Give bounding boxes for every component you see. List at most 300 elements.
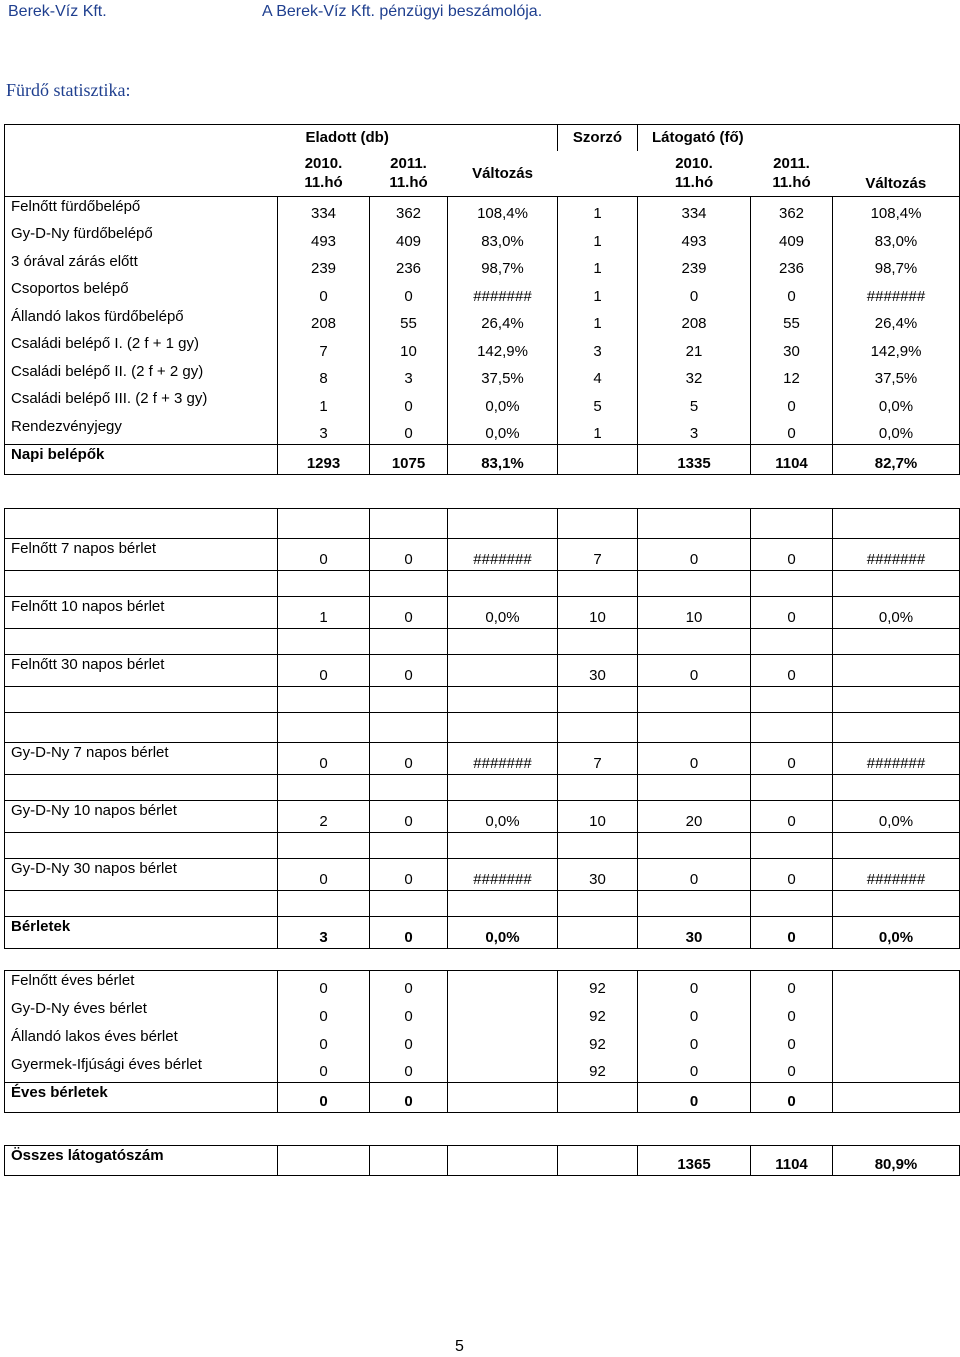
empty-cell (558, 775, 638, 801)
spacer-row (5, 629, 960, 655)
grand-total-row (5, 1146, 960, 1176)
empty-cell (833, 687, 960, 713)
row-value: 0 (370, 971, 448, 999)
row-value: 0 (370, 999, 448, 1027)
row-value: 0 (638, 1055, 751, 1083)
row-value: 0 (370, 417, 448, 445)
row-value: 142,9% (448, 334, 558, 362)
row-value: 0,0% (833, 597, 960, 629)
row-label: Családi belépő II. (2 f + 2 gy) (5, 362, 278, 390)
row-value: ####### (833, 743, 960, 775)
row-label: Rendezvényjegy (5, 417, 278, 445)
row-value: 493 (278, 224, 370, 252)
row-value: 334 (638, 197, 751, 225)
row-value: 83,1% (448, 444, 558, 474)
row-value: 0 (751, 743, 833, 775)
row-value: 0 (370, 1055, 448, 1083)
empty-cell (278, 891, 370, 917)
row-value: 8 (278, 362, 370, 390)
row-value: 0 (278, 655, 370, 687)
row-value (448, 1027, 558, 1055)
entry-row (5, 334, 960, 362)
row-value: 108,4% (833, 197, 960, 225)
empty-cell (751, 775, 833, 801)
row-value: 0 (638, 1083, 751, 1113)
empty-cell (833, 833, 960, 859)
row-value: 0 (278, 279, 370, 307)
row-value: 32 (638, 362, 751, 390)
row-value: 5 (638, 389, 751, 417)
header-visitors-2011: 2011. 11.hó (772, 155, 811, 192)
row-value: 3 (278, 417, 370, 445)
header-sold: Eladott (db) (278, 125, 558, 151)
passes-table (4, 508, 960, 949)
header-empty-cell (5, 151, 278, 197)
entry-row (5, 252, 960, 280)
row-value: 82,7% (833, 444, 960, 474)
empty-cell (448, 775, 558, 801)
empty-cell (751, 571, 833, 597)
header-visitors-change: Változás (833, 151, 960, 197)
row-value: 0 (751, 859, 833, 891)
entry-row (5, 307, 960, 335)
empty-cell (833, 629, 960, 655)
page-number: 5 (455, 1338, 464, 1355)
row-label: Felnőtt fürdőbelépő (5, 197, 278, 225)
row-value: 0 (278, 859, 370, 891)
row-label: Összes látogatószám (5, 1146, 278, 1176)
row-value: 0 (638, 539, 751, 571)
row-value: 0 (751, 539, 833, 571)
row-value: 12 (751, 362, 833, 390)
empty-cell (558, 713, 638, 743)
header-sold-2011: 2011. 11.hó (389, 155, 428, 192)
pass-row (5, 801, 960, 833)
row-value: ####### (833, 539, 960, 571)
row-value: 0 (278, 971, 370, 999)
empty-cell (5, 775, 278, 801)
row-value (278, 1146, 370, 1176)
empty-cell (278, 833, 370, 859)
entry-row (5, 224, 960, 252)
row-value: 108,4% (448, 197, 558, 225)
row-value: 0 (638, 999, 751, 1027)
spacer-row (5, 713, 960, 743)
empty-cell (638, 775, 751, 801)
entry-row (5, 362, 960, 390)
row-label: Gy-D-Ny 7 napos bérlet (5, 743, 278, 775)
row-label: Felnőtt éves bérlet (5, 971, 278, 999)
empty-cell (278, 713, 370, 743)
empty-cell (370, 571, 448, 597)
empty-cell (833, 509, 960, 539)
row-value: 80,9% (833, 1146, 960, 1176)
row-value: 1 (278, 597, 370, 629)
row-value (558, 1146, 638, 1176)
row-value: 0 (278, 743, 370, 775)
row-value: 55 (751, 307, 833, 335)
empty-cell (278, 571, 370, 597)
empty-cell (5, 833, 278, 859)
empty-cell (5, 687, 278, 713)
row-value: 30 (558, 859, 638, 891)
pass-row (5, 655, 960, 687)
row-value (833, 971, 960, 999)
row-value: 0 (370, 597, 448, 629)
row-value: 0 (751, 1055, 833, 1083)
pass-row (5, 597, 960, 629)
row-value (448, 655, 558, 687)
row-value: 7 (558, 539, 638, 571)
empty-cell (558, 571, 638, 597)
row-value: 0 (370, 539, 448, 571)
row-value: 0 (278, 1055, 370, 1083)
row-value: 0 (370, 389, 448, 417)
row-value: 0,0% (833, 801, 960, 833)
row-value: 1104 (751, 444, 833, 474)
row-value: 92 (558, 971, 638, 999)
row-value: 1 (278, 389, 370, 417)
header-sold-change: Változás (472, 164, 533, 182)
row-value: 0 (638, 971, 751, 999)
empty-cell (638, 891, 751, 917)
annual-passes-table (4, 970, 960, 1113)
empty-cell (751, 687, 833, 713)
row-label: Gy-D-Ny fürdőbelépő (5, 224, 278, 252)
pass-row (5, 539, 960, 571)
empty-cell (751, 833, 833, 859)
row-value: 10 (638, 597, 751, 629)
row-value: 239 (638, 252, 751, 280)
row-value: 92 (558, 999, 638, 1027)
row-value: 92 (558, 1055, 638, 1083)
row-value: 21 (638, 334, 751, 362)
header-sold-2010: 2010. 11.hó (304, 155, 343, 192)
row-value: 0 (278, 999, 370, 1027)
spacer-row (5, 833, 960, 859)
row-value (833, 1083, 960, 1113)
row-value: 236 (751, 252, 833, 280)
empty-cell (5, 891, 278, 917)
row-value: 0,0% (448, 389, 558, 417)
header-report-title: A Berek-Víz Kft. pénzügyi beszámolója. (262, 3, 543, 20)
row-value (558, 444, 638, 474)
row-value: 1075 (370, 444, 448, 474)
row-value: 409 (370, 224, 448, 252)
annual-pass-row (5, 999, 960, 1027)
row-label: Bérletek (5, 917, 278, 949)
empty-cell (448, 833, 558, 859)
entry-row (5, 279, 960, 307)
entry-row (5, 197, 960, 225)
row-value: 1 (558, 279, 638, 307)
row-value: ####### (833, 279, 960, 307)
row-value: ####### (833, 859, 960, 891)
header-row-groups (5, 125, 960, 151)
empty-cell (370, 629, 448, 655)
row-value: 0 (638, 655, 751, 687)
row-value: 0,0% (448, 917, 558, 949)
row-value: 0,0% (448, 417, 558, 445)
empty-cell (751, 629, 833, 655)
row-value: 26,4% (448, 307, 558, 335)
row-value: 0 (370, 655, 448, 687)
row-value: 0 (751, 655, 833, 687)
annual-pass-row (5, 1027, 960, 1055)
header-row-years (5, 151, 960, 197)
row-value: 362 (751, 197, 833, 225)
passes-total-row (5, 917, 960, 949)
row-value: ####### (448, 279, 558, 307)
row-value (448, 1146, 558, 1176)
row-value (448, 1083, 558, 1113)
row-value: 30 (638, 917, 751, 949)
entry-row (5, 389, 960, 417)
row-value: 1104 (751, 1146, 833, 1176)
row-value: 98,7% (833, 252, 960, 280)
empty-cell (558, 891, 638, 917)
empty-cell (448, 509, 558, 539)
empty-cell (833, 775, 960, 801)
row-value: 208 (278, 307, 370, 335)
row-value: 239 (278, 252, 370, 280)
empty-cell (370, 687, 448, 713)
row-value: 3 (638, 417, 751, 445)
row-value: 1 (558, 307, 638, 335)
bath-statistics-table (4, 124, 960, 475)
empty-cell (370, 891, 448, 917)
row-value: 0 (751, 971, 833, 999)
empty-cell (448, 713, 558, 743)
empty-cell (751, 509, 833, 539)
row-value (833, 655, 960, 687)
row-value: 0 (370, 917, 448, 949)
empty-cell (278, 629, 370, 655)
row-label: Felnőtt 7 napos bérlet (5, 539, 278, 571)
row-value: 83,0% (833, 224, 960, 252)
row-value: 1 (558, 417, 638, 445)
row-label: Gy-D-Ny éves bérlet (5, 999, 278, 1027)
row-value: 7 (558, 743, 638, 775)
spacer-row (5, 571, 960, 597)
empty-cell (751, 713, 833, 743)
empty-cell (638, 833, 751, 859)
row-value: 1293 (278, 444, 370, 474)
header-multiplier-empty (558, 151, 638, 197)
row-value: 10 (558, 801, 638, 833)
row-value: 20 (638, 801, 751, 833)
empty-cell (638, 509, 751, 539)
empty-cell (278, 687, 370, 713)
row-value: 10 (370, 334, 448, 362)
empty-cell (638, 571, 751, 597)
row-value: 3 (278, 917, 370, 949)
row-value: 0,0% (833, 389, 960, 417)
spacer-row (5, 775, 960, 801)
row-value: 0 (370, 279, 448, 307)
total-visitors-table (4, 1145, 960, 1176)
row-value: 0 (638, 279, 751, 307)
empty-cell (278, 509, 370, 539)
row-value (833, 1027, 960, 1055)
empty-cell (833, 571, 960, 597)
row-label: Állandó lakos fürdőbelépő (5, 307, 278, 335)
row-value: 493 (638, 224, 751, 252)
row-value: 55 (370, 307, 448, 335)
row-value: 0 (370, 1027, 448, 1055)
empty-cell (558, 687, 638, 713)
row-label: Csoportos belépő (5, 279, 278, 307)
empty-cell (558, 833, 638, 859)
row-value: 3 (558, 334, 638, 362)
row-label: Napi belépők (5, 444, 278, 474)
row-value: 1335 (638, 444, 751, 474)
empty-cell (5, 571, 278, 597)
row-value: 5 (558, 389, 638, 417)
pass-row (5, 859, 960, 891)
row-value: 0 (751, 801, 833, 833)
empty-cell (638, 713, 751, 743)
empty-cell (751, 891, 833, 917)
header-visitors: Látogató (fő) (638, 125, 960, 151)
row-value: 37,5% (833, 362, 960, 390)
row-value: 0 (370, 743, 448, 775)
row-value: 0 (751, 389, 833, 417)
row-value: 0 (278, 1027, 370, 1055)
annual-total-row (5, 1083, 960, 1113)
row-label: Állandó lakos éves bérlet (5, 1027, 278, 1055)
row-label: Gy-D-Ny 10 napos bérlet (5, 801, 278, 833)
row-label: Családi belépő I. (2 f + 1 gy) (5, 334, 278, 362)
spacer-row (5, 891, 960, 917)
row-value: ####### (448, 859, 558, 891)
empty-cell (370, 509, 448, 539)
row-value (448, 999, 558, 1027)
empty-cell (278, 775, 370, 801)
header-company: Berek-Víz Kft. (8, 3, 107, 20)
row-value: 362 (370, 197, 448, 225)
daily-total-row (5, 444, 960, 474)
empty-cell (558, 509, 638, 539)
section-title: Fürdő statisztika: (6, 80, 131, 100)
row-value: 0 (751, 999, 833, 1027)
row-value (833, 1055, 960, 1083)
row-value: 409 (751, 224, 833, 252)
row-value: 26,4% (833, 307, 960, 335)
row-value: 37,5% (448, 362, 558, 390)
row-value: ####### (448, 743, 558, 775)
header-empty-cell (5, 125, 278, 151)
row-value: 10 (558, 597, 638, 629)
row-value: 3 (370, 362, 448, 390)
row-value: 0 (370, 1083, 448, 1113)
row-value: 334 (278, 197, 370, 225)
row-value: 2 (278, 801, 370, 833)
row-value: 0 (751, 1027, 833, 1055)
row-value: 0 (370, 859, 448, 891)
row-label: Gyermek-Ifjúsági éves bérlet (5, 1055, 278, 1083)
row-value (558, 917, 638, 949)
empty-cell (833, 891, 960, 917)
empty-cell (833, 713, 960, 743)
row-value: 142,9% (833, 334, 960, 362)
row-value: 1365 (638, 1146, 751, 1176)
row-value: 30 (558, 655, 638, 687)
row-value: 0 (638, 1027, 751, 1055)
empty-cell (448, 891, 558, 917)
annual-pass-row (5, 971, 960, 999)
row-value: 0 (638, 859, 751, 891)
row-label: Éves bérletek (5, 1083, 278, 1113)
row-value: 98,7% (448, 252, 558, 280)
row-value: 1 (558, 197, 638, 225)
row-label: Gy-D-Ny 30 napos bérlet (5, 859, 278, 891)
row-label: Családi belépő III. (2 f + 3 gy) (5, 389, 278, 417)
row-value: 0 (751, 279, 833, 307)
empty-cell (370, 833, 448, 859)
row-value: 92 (558, 1027, 638, 1055)
empty-cell (638, 687, 751, 713)
spacer-row (5, 687, 960, 713)
row-value (833, 999, 960, 1027)
row-value (448, 971, 558, 999)
row-value (448, 1055, 558, 1083)
header-multiplier: Szorzó (558, 125, 638, 151)
row-value (558, 1083, 638, 1113)
row-value: 0 (278, 539, 370, 571)
spacer-row (5, 509, 960, 539)
row-value: 4 (558, 362, 638, 390)
row-value: 1 (558, 252, 638, 280)
row-value: 0 (751, 417, 833, 445)
empty-cell (370, 775, 448, 801)
empty-cell (638, 629, 751, 655)
empty-cell (558, 629, 638, 655)
row-value: 1 (558, 224, 638, 252)
row-value: 0 (370, 801, 448, 833)
row-value: 30 (751, 334, 833, 362)
row-value: 0,0% (448, 597, 558, 629)
empty-cell (448, 687, 558, 713)
annual-pass-row (5, 1055, 960, 1083)
empty-cell (448, 629, 558, 655)
row-value: ####### (448, 539, 558, 571)
row-value: 0,0% (833, 417, 960, 445)
row-label: Felnőtt 30 napos bérlet (5, 655, 278, 687)
row-value: 0,0% (448, 801, 558, 833)
row-value: 0 (751, 597, 833, 629)
row-value: 0 (278, 1083, 370, 1113)
empty-cell (370, 713, 448, 743)
row-value (370, 1146, 448, 1176)
row-value: 0 (751, 917, 833, 949)
row-value: 236 (370, 252, 448, 280)
empty-cell (5, 629, 278, 655)
row-label: 3 órával zárás előtt (5, 252, 278, 280)
row-value: 0 (751, 1083, 833, 1113)
entry-row (5, 417, 960, 445)
pass-row (5, 743, 960, 775)
row-value: 0 (638, 743, 751, 775)
empty-cell (5, 509, 278, 539)
row-value: 0,0% (833, 917, 960, 949)
row-value: 208 (638, 307, 751, 335)
row-value: 83,0% (448, 224, 558, 252)
row-label: Felnőtt 10 napos bérlet (5, 597, 278, 629)
empty-cell (5, 713, 278, 743)
empty-cell (448, 571, 558, 597)
header-visitors-2010: 2010. 11.hó (674, 155, 714, 192)
